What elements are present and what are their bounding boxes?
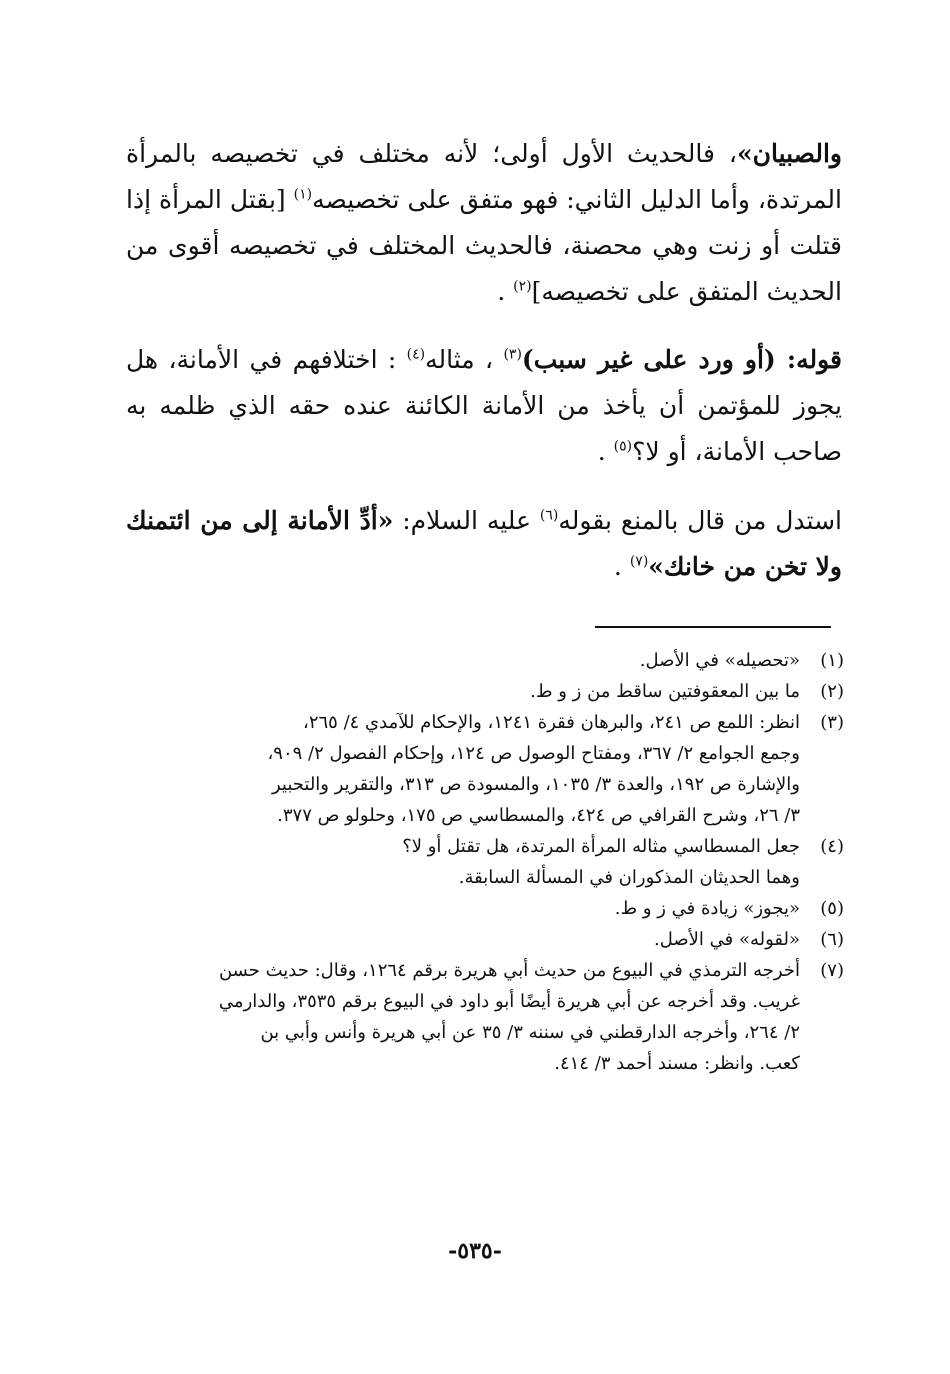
body-paragraph-2 <box>126 337 842 475</box>
footnote-number: (٥) <box>820 898 844 919</box>
hadith-quote: «أدِّ الأمانة إلى من ائتمنك ولا تخن من خانك» <box>126 506 842 581</box>
body-paragraph-3 <box>126 498 842 590</box>
footnote-number: (٢) <box>820 681 844 702</box>
paragraph-text: ، فالحديث الأول أولى؛ لأنه مختلف في تخصيصه بالمرأة المرتدة، وأما الدليل الثاني: فهو متفق على تخصيصه <box>126 139 842 214</box>
footnote-5 <box>120 893 844 924</box>
footnote-text: جعل المسطاسي مثاله المرأة المرتدة، هل تقتل أو لا؟ وهما الحديثان المذكوران في المسألة السابقة. <box>402 836 800 888</box>
paragraph-text: استدل من قال بالمنع بقوله <box>558 506 842 535</box>
paragraph-text: . <box>597 437 614 466</box>
paragraph-text: ، مثاله <box>425 345 504 374</box>
paragraph-text: : اختلافهم في الأمانة، هل يجوز للمؤتمن أن يأخذ من الأمانة الكائنة عنده حقه الذي ظلمه به صاحب الأمانة، أو لا؟ <box>126 345 842 466</box>
paragraph-text: . <box>497 277 514 306</box>
footnote-number: (٦) <box>820 929 844 950</box>
footnote-ref-3[interactable]: (٣) <box>503 346 522 363</box>
footnote-4 <box>120 831 844 893</box>
footnote-ref-4[interactable]: (٤) <box>406 346 426 363</box>
quote-end: والصبيان» <box>736 139 842 168</box>
footnotes <box>120 645 844 1079</box>
footnote-text: «يجوز» زيادة في ز و ط. <box>614 898 800 919</box>
footnote-7 <box>120 955 844 1079</box>
paragraph-text: [بقتل المرأة إذا قتلت أو زنت وهي محصنة، فالحديث المختلف في تخصيصه أقوى من الحديث المتفق على تخصيصه] <box>126 185 842 306</box>
footnote-ref-6[interactable]: (٦) <box>539 507 559 524</box>
footnote-text: انظر: اللمع ص ٢٤١، والبرهان فقرة ١٢٤١، والإحكام للآمدي ٤/ ٢٦٥، وجمع الجوامع ٢/ ٣٦٧، ومفتاح الوصول ص ١٢٤، وإحكام الفصول ٢/ ٩٠٩، والإشارة ص ١٩٢، والعدة ٣/ ١٠٣٥، والمسودة ص ٣١٣، والتقرير والتحبير ٣/ ٢٦، وشرح القرافي ص ٤٢٤، والمسطاسي ص ١٧٥، وحلولو ص ٣٧٧. <box>267 712 800 826</box>
footnote-3 <box>120 707 844 831</box>
footnote-text: ما بين المعقوفتين ساقط من ز و ط. <box>530 681 800 702</box>
footnote-number: (١) <box>820 650 844 671</box>
footnote-ref-5[interactable]: (٥) <box>613 438 633 455</box>
footnote-number: (٤) <box>820 836 844 857</box>
footnote-2 <box>120 676 844 707</box>
footnote-text: «تحصيله» في الأصل. <box>639 650 800 671</box>
footnote-ref-2[interactable]: (٢) <box>513 278 532 295</box>
page-number: -٥٣٥- <box>448 1238 502 1264</box>
footnote-6 <box>120 924 844 955</box>
footnote-text: أخرجه الترمذي في البيوع من حديث أبي هريرة برقم ١٢٦٤، وقال: حديث حسن غريب. وقد أخرجه عن أبي هريرة أيضًا أبو داود في البيوع برقم ٣٥٣٥، والدارمي ٢/ ٢٦٤، وأخرجه الدارقطني في سننه ٣/ ٣٥ عن أبي هريرة وأنس وأبي بن كعب. وانظر: مسند أحمد ٣/ ٤١٤. <box>218 960 800 1074</box>
footnote-ref-7[interactable]: (٧) <box>629 553 649 570</box>
matn-quote: قوله: (أو ورد على غير سبب) <box>521 345 842 374</box>
body-paragraph-1 <box>126 131 842 315</box>
paragraph-text: . <box>613 552 630 581</box>
footnote-separator <box>595 626 831 628</box>
footnote-number: (٣) <box>820 712 844 733</box>
footnote-1 <box>120 645 844 676</box>
footnote-text: «لقوله» في الأصل. <box>653 929 800 950</box>
paragraph-text: عليه السلام: <box>393 506 540 535</box>
footnote-number: (٧) <box>820 960 844 981</box>
footnote-ref-1[interactable]: (١) <box>293 186 313 203</box>
